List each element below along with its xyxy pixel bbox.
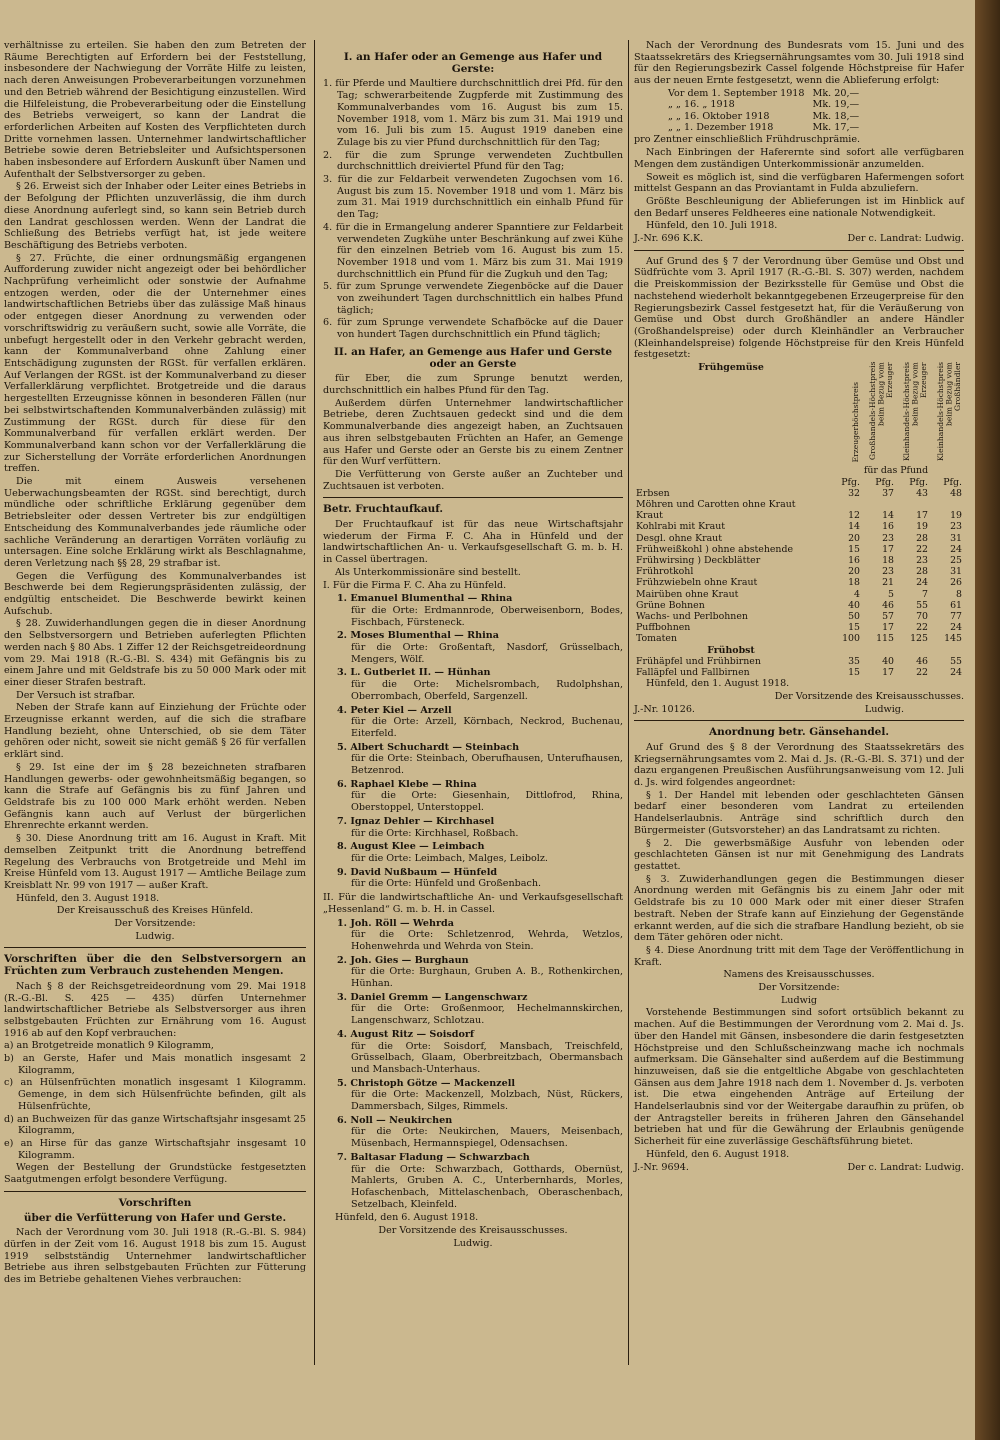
table-row (634, 488, 964, 499)
table-cell: 37 (882, 487, 894, 499)
table-group-label: Frühobst (707, 644, 755, 656)
list-item: c) an Hülsenfrüchten monatlich insgesamt 1 Kilogramm. Gemenge, in dem sich Hülsenfrüchte befinden, gilt als Hülsenfrüchte, (4, 1077, 306, 1112)
list-item (337, 630, 623, 665)
list-item: b) an Gerste, Hafer und Mais monatlich insgesamt 2 Kilogramm, (4, 1053, 306, 1076)
table-row (634, 611, 964, 622)
table-row (634, 667, 964, 678)
table-cell: „ „ 16. „ 1918 (668, 99, 735, 111)
table-cell (862, 499, 896, 510)
table-cell: 55 (950, 655, 962, 667)
firm-places: für die Orte: Leimbach, Malges, Leibolz. (351, 853, 548, 864)
table-cell: 46 (882, 599, 894, 611)
paragraph: Nach § 8 der Reichsgetreideordnung vom 29. Mai 1918 (R.-G.-Bl. S. 425 — 435) dürfen Unternehmer landwirtschaftlicher Betriebe als Selbstversorger aus ihren selbstgebauten Früchten zur Ernährung vom 16. August 1916 ab auf den Kopf verbrauchen: (4, 980, 306, 1039)
table-cell: 43 (916, 487, 928, 499)
table-cell: 17 (882, 666, 894, 678)
table-cell: 24 (950, 543, 962, 555)
list-item (337, 779, 623, 814)
paragraph: § 30. Diese Anordnung tritt am 16. August in Kraft. Mit demselben Zeitpunkt tritt die Anordnung betreffend Regelung des Verbrauchs von Brotgetreide und Mehl im Kreise Hünfeld vom 13. August 1917 — Amtliche Beilage zum Kreisblatt Nr. 99 von 1917 — außer Kraft. (4, 833, 306, 891)
firm-places: für die Orte: Soisdorf, Mansbach, Treischfeld, Grüsselbach, Glaam, Oberbreitzbach, Obermansbach und Mansbach-Unterhaus. (351, 1040, 623, 1075)
signature-name: Der c. Landrat: Ludwig. (847, 233, 964, 245)
row-label: Erbsen (636, 487, 670, 499)
table-row (634, 544, 964, 555)
section-heading: Anordnung betr. Gänsehandel. (708, 726, 890, 739)
table-cell: 20 (848, 566, 860, 578)
table-cell: 48 (950, 487, 962, 499)
row-label: Möhren und Carotten ohne Kraut (636, 498, 796, 510)
firm-places: für die Orte: Kirchhasel, Roßbach. (351, 827, 519, 839)
table-cell: 70 (916, 610, 928, 622)
divider (634, 720, 964, 721)
firm-places: für die Orte: Burghaun, Gruben A. B., Rothenkirchen, Hünhan. (351, 966, 623, 990)
table-cell: 35 (848, 655, 860, 667)
column-header: Kleinhandels-Höchstpreis beim Bezug vom Erzeuger (901, 362, 928, 462)
list-item (337, 667, 623, 702)
row-label: Kraut (636, 510, 663, 522)
list-item: e) an Hirse für das ganze Wirtschaftsjahr insgesamt 10 Kilogramm. (4, 1137, 306, 1161)
firm-name: 4. August Ritz — Soisdorf (337, 1028, 475, 1040)
signature-line: Der Vorsitzende: (758, 982, 840, 994)
list-item: 3. für die zur Feldarbeit verwendeten Zugochsen vom 16. August bis zum 15. November 1918 und vom 1. März bis zum 31. Mai 1919 durchschnittlich ein einhalb Pfund für den Tag; (323, 174, 623, 221)
firm-name: 5. Christoph Götze — Mackenzell (337, 1077, 516, 1089)
table-cell (930, 499, 964, 510)
table-row (634, 555, 964, 566)
divider (4, 1191, 306, 1192)
section-heading: Betr. Fruchtaufkauf. (323, 503, 444, 516)
table-cell: 32 (848, 487, 860, 499)
table-cell: 57 (882, 610, 894, 622)
paragraph: für Eber, die zum Sprunge benutzt werden, durchschnittlich ein halbes Pfund für den Tag. (323, 373, 623, 396)
date-line: Hünfeld, den 1. August 1918. (646, 678, 790, 690)
list-item (337, 705, 623, 740)
section-heading: I. an Hafer oder an Gemenge aus Hafer und Gerste: (343, 51, 603, 75)
table-row (634, 566, 964, 577)
table-cell: Vor dem 1. September 1918 (668, 87, 805, 99)
section-subheading: über die Verfütterung von Hafer und Gerste. (23, 1211, 287, 1224)
firm-list-2 (323, 918, 623, 1211)
table-cell: 14 (848, 521, 860, 533)
list-item: 4. für die in Ermangelung anderer Spanntiere zur Feldarbeit verwendeten Zugkühe unter Beschränkung auf zwei Kühe für den einzelnen Betrieb vom 16. August bis zum 15. November 1918 und vom 1. März bis zum 31. Mai 1919 durchschnittlich ein Pfund für die Zugkuh und den Tag; (323, 221, 623, 280)
list-item (337, 1152, 623, 1211)
table-row (664, 99, 863, 110)
list-item: 1. für Pferde und Maultiere durchschnittlich drei Pfd. für den Tag; schwerarbeitende Zugpferde mit Zustimmung des Kommunalverbandes vom 16. August bis zum 15. November 1918, vom 1. März bis zum 31. Mai 1919 und vom 16. Juli bis zum 15. August 1919 daneben eine Zulage bis zu vier Pfund durchschnittlich für den Tag; (323, 78, 623, 148)
list-item: d) an Buchweizen für das ganze Wirtschaftsjahr insgesamt 25 Kilogramm, (4, 1113, 306, 1137)
table-row (634, 533, 964, 544)
table-row (634, 622, 964, 633)
row-label: Grüne Bohnen (636, 599, 705, 611)
table-cell: 145 (944, 633, 962, 645)
firm-places: für die Orte: Steinbach, Oberufhausen, Unterufhausen, Betzenrod. (351, 753, 623, 777)
table-cell: 24 (916, 577, 928, 589)
journal-number: J.-Nr. 10126. (634, 703, 695, 715)
paragraph: Nach Einbringen der Haferernte sind sofort alle verfügbaren Mengen dem zuständigen Unterkommissionär anzumelden. (634, 147, 964, 170)
column-left (4, 40, 306, 1287)
signature-row (634, 1162, 964, 1174)
row-label: Frührotkohl (636, 566, 694, 578)
firm-name: 1. Joh. Röll — Wehrda (337, 917, 454, 929)
list-item (337, 1078, 623, 1113)
firm-list-1 (323, 593, 623, 890)
feed-list (323, 78, 623, 340)
table-cell: 15 (848, 622, 860, 634)
firm-name: 9. David Nußbaum — Hünfeld (337, 866, 498, 878)
group-heading: I. Für die Firma F. C. Aha zu Hünfeld. (323, 579, 507, 591)
paragraph: § 27. Früchte, die einer ordnungsmäßig ergangenen Aufforderung zuwider nicht angezeigt oder bei behördlicher Nachprüfung verheimlicht oder sonstwie der Aufnahme entzogen werden, oder die der Unternehmer eines landwirtschaftlichen Betriebs über das zulässige Maß hinaus oder entgegen dieser Anordnung zu verwenden oder vorschriftswidrig zu veräußern sucht, sowie alle Vorräte, die unbefugt hergestellt oder in den Verkehr gebracht werden, kann der Kommunalverband ohne Zahlung einer Entschädigung zugunsten der RGSt. für verfallen erklären. Auf Verlangen der RGSt. ist der Kommunalverband zu dieser Verfallerklärung verpflichtet. Brotgetreide und die daraus hergestellten Erzeugnisse können in besonderen Fällen (nur bei selbstwirtschaftenden Kommunalverbänden zulässig) mit Zustimmung der RGSt. durch für diese für den Kommunalverband für verfallen erklärt werden. Der Kommunalverband kann schon vor der Verfallerklärung die zur Sicherstellung der Vorräte erforderlichen Anordnungen treffen. (4, 252, 306, 475)
list-item (337, 816, 623, 839)
table-cell: 14 (882, 510, 894, 522)
unit-label: für das Pfund (863, 465, 929, 477)
table-cell: 15 (848, 666, 860, 678)
divider (323, 497, 623, 498)
signature-line: Der Kreisausschuß des Kreises Hünfeld. (56, 905, 254, 917)
signature-line: Der Vorsitzende des Kreisausschusses. (378, 1225, 568, 1237)
date-line: Hünfeld, den 6. August 1918. (646, 1148, 790, 1160)
table-cell: 21 (882, 577, 894, 589)
paragraph: § 2. Die gewerbsmäßige Ausfuhr von lebenden oder geschlachteten Gänsen ist nur mit Genehmigung des Landrats gestattet. (634, 837, 964, 872)
table-row (634, 656, 964, 667)
table-cell: 15 (848, 543, 860, 555)
column-header: Kleinhandels-Höchstpreis beim Bezug vom Großhändler (935, 362, 962, 462)
signature-row (634, 704, 964, 716)
table-cell: Mk. 17,— (812, 122, 860, 134)
table-header-row (634, 362, 964, 465)
table-cell: 5 (888, 588, 894, 600)
table-cell: 4 (854, 588, 860, 600)
firm-name: 4. Peter Kiel — Arzell (337, 704, 452, 716)
paragraph: Größte Beschleunigung der Ablieferungen ist im Hinblick auf den Bedarf unseres Feldheeres eine nationale Notwendigkeit. (634, 195, 964, 219)
firm-name: 2. Moses Blumenthal — Rhina (337, 630, 499, 642)
table-cell: Mk. 19,— (812, 99, 860, 111)
table-cell: 31 (950, 532, 962, 544)
signature-name: Der c. Landrat: Ludwig. (847, 1161, 964, 1173)
paragraph: Die mit einem Ausweis versehenen Ueberwachungsbeamten der RGSt. sind berechtigt, durch mündliche oder schriftliche Erklärung gegenüber dem Betriebsleiter oder dessen Vertreter bis zur endgültigen Entscheidung des Kommunalverbandes jede räumliche oder sachliche Veränderung an derartigen Vorräten vorläufig zu untersagen. Eine solche Erklärung wirkt als Beschlagnahme, deren Verletzung nach §§ 28, 29 strafbar ist. (4, 476, 306, 569)
table-row (634, 499, 964, 510)
table-row (634, 600, 964, 611)
section-heading: Vorschriften über die den Selbstversorgern an Früchten zum Verbrauch zustehenden Mengen. (4, 953, 306, 978)
row-label: Mairüben ohne Kraut (636, 588, 739, 600)
row-label: Frühäpfel und Frühbirnen (636, 655, 761, 667)
table-cell: 17 (916, 510, 928, 522)
paragraph: Als Unterkommissionäre sind bestellt. (335, 566, 521, 578)
paragraph: Die Verfütterung von Gerste außer an Zuchteber und Zuchtsauen ist verboten. (323, 468, 623, 492)
paragraph: § 1. Der Handel mit lebenden oder geschlachteten Gänsen bedarf einer besonderen vom Landrat zu erteilenden Handelserlaubnis. Anträge sind schriftlich durch den Bürgermeister (Gutsvorsteher) an das Landratsamt zu richten. (634, 789, 964, 836)
date-line: Hünfeld, den 10. Juli 1918. (646, 220, 778, 232)
table-cell: 8 (956, 588, 962, 600)
paragraph: Außerdem dürfen Unternehmer landwirtschaftlicher Betriebe, deren Zuchtsauen gedeckt sind und die dem Kommunalverbande dies angezeigt haben, an Zuchtsauen aus ihren selbstgebauten Früchten an Hafer, an Gemenge aus Hafer und Gerste oder an Gerste bis zu einem Zentner für den Wurf verfüttern. (323, 397, 623, 468)
paragraph: Der Fruchtaufkauf ist für das neue Wirtschaftsjahr wiederum der Firma F. C. Aha in Hünfeld und der landwirtschaftlichen An- u. Verkaufsgesellschaft G. m. b. H. in Cassel übertragen. (323, 519, 623, 566)
journal-number: J.-Nr. 9694. (634, 1161, 689, 1173)
table-cell: 24 (950, 622, 962, 634)
signature-name: Ludwig. (135, 930, 175, 942)
row-label: Frühwirsing ) Deckblätter (636, 554, 761, 566)
table-cell: 77 (950, 610, 962, 622)
list-item: 5. für zum Sprunge verwendete Ziegenböcke auf die Dauer von zweihundert Tagen durchschnittlich ein halbes Pfund täglich; (323, 281, 623, 316)
row-label: Falläpfel und Fallbirnen (636, 666, 750, 678)
list-item: a) an Brotgetreide monatlich 9 Kilogramm, (4, 1040, 214, 1052)
table-cell: 18 (882, 554, 894, 566)
signature-row (634, 233, 964, 245)
table-cell: 55 (916, 599, 928, 611)
row-label: Desgl. ohne Kraut (636, 532, 722, 544)
paragraph: § 4. Diese Anordnung tritt mit dem Tage der Veröffentlichung in Kraft. (634, 944, 964, 968)
list-item (337, 593, 623, 628)
firm-places: für die Orte: Großentaft, Nasdorf, Grüsselbach, Mengers, Wölf. (351, 642, 623, 665)
signature-line: Der Vorsitzende: (114, 918, 196, 930)
unit-label: Pfg. (909, 476, 928, 488)
table-row (664, 88, 863, 99)
table-cell: 22 (916, 622, 928, 634)
signature-name: Ludwig. (864, 703, 904, 715)
table-cell: 12 (848, 510, 860, 522)
table-cell: 17 (882, 622, 894, 634)
table-cell: 23 (950, 521, 962, 533)
column-header: Erzeugerhöchstpreis (850, 381, 860, 463)
journal-number: J.-Nr. 696 K.K. (634, 233, 704, 245)
table-cell: Mk. 20,— (812, 87, 860, 99)
table-cell: 22 (916, 543, 928, 555)
row-label: Wachs- und Perlbohnen (636, 610, 748, 622)
table-unit-row (634, 477, 964, 488)
table-row (634, 510, 964, 521)
table-cell: „ „ 1. Dezember 1918 (668, 122, 774, 134)
table-row (664, 111, 863, 122)
list-item (337, 841, 623, 864)
table-cell: 28 (916, 566, 928, 578)
paragraph: § 29. Ist eine der im § 28 bezeichneten strafbaren Handlungen gewerbs- oder gewohnheitsmäßig begangen, so kann die Strafe auf Gefängnis bis zu fünf Jahren und Geldstrafe bis zu 100 000 Mark erhöht werden. Neben Gefängnis kann auch auf Verlust der bürgerlichen Ehrenrechte erkannt werden. (4, 761, 306, 832)
section-heading: II. an Hafer, an Gemenge aus Hafer und Gerste oder an Gerste (333, 345, 613, 370)
table-cell: 25 (950, 554, 962, 566)
column-middle (323, 40, 623, 1251)
table-row (634, 633, 964, 644)
firm-places: für die Orte: Großenmoor, Hechelmannskirchen, Langenschwarz, Schlotzau. (351, 1003, 623, 1027)
table-cell: 28 (916, 532, 928, 544)
paragraph: § 28. Zuwiderhandlungen gegen die in dieser Anordnung den Selbstversorgern und Betrieben auferlegten Pflichten werden nach § 80 Abs. 1 Ziffer 12 der Reichsgetreideordnung vom 29. Mai 1918 (R.-G.-Bl. S. 434) mit Gefängnis bis zu einem Jahre und mit Geldstrafe bis zu 50 000 Mark oder mit einer dieser Strafen bestraft. (4, 618, 306, 688)
signature-name: Ludwig. (453, 1237, 493, 1249)
price-dates-table (664, 88, 863, 134)
table-cell: 26 (950, 577, 962, 589)
list-item (337, 1029, 623, 1076)
paragraph: verhältnisse zu erteilen. Sie haben den zum Betreten der Räume Berechtigten auf Erfordern bei der Feststellung, insbesondere der Nachwiegung der Vorräte Hilfe zu leisten, nach deren Anweisungen Probeverarbeitungen vorzunehmen und den Betrieb während der Besichtigung einzustellen. Wird die Hilfeleistung, die Probeverarbeitung oder die Einstellung des Betriebs verweigert, so kann der Landrat die erforderlichen Arbeiten auf Kosten des Verpflichteten durch Dritte vornehmen lassen. Unternehmer landwirtschaftlicher Betriebe sowie deren Betriebsleiter und Aufsichtspersonen haben insbesondere auf Erfordern Auskunft über Namen und Aufenthalt der Selbstversorger zu geben. (4, 40, 306, 180)
list-item: 2. für die zum Sprunge verwendeten Zuchtbullen durchschnittlich dreiviertel Pfund für den Tag; (323, 149, 623, 173)
firm-places: für die Orte: Neukirchen, Mauers, Meisenbach, Müsenbach, Hermannspiegel, Odensachsen. (351, 1126, 623, 1150)
list-item (337, 742, 623, 777)
row-label: Frühzwiebeln ohne Kraut (636, 577, 758, 589)
paragraph: Nach der Verordnung vom 30. Juli 1918 (R.-G.-Bl. S. 984) dürfen in der Zeit vom 16. August 1918 bis zum 15. August 1919 selbstständig Unternehmer landwirtschaftlicher Betriebe aus ihren selbstgebauten Früchten zur Fütterung des im Betriebe gehaltenen Viehes verbrauchen: (4, 1227, 306, 1286)
table-cell: 17 (882, 543, 894, 555)
divider (4, 947, 306, 948)
firm-places: für die Orte: Michelsrombach, Rudolphshan, Oberrombach, Oberfeld, Sargenzell. (351, 679, 623, 702)
paragraph: Gegen die Verfügung des Kommunalverbandes ist Beschwerde bei dem Regierungspräsidenten zulässig, der endgültig entscheidet. Die Beschwerde bewirkt keinen Aufschub. (4, 570, 306, 617)
column-header: Großhandels-Höchstpreis beim Bezug vom Erzeuger (867, 362, 894, 461)
column-rule (314, 40, 315, 1365)
table-cell (896, 499, 930, 510)
signature-line: Der Vorsitzende des Kreisausschusses. (774, 690, 964, 702)
firm-name: 3. L. Gutberlet II. — Hünhan (337, 667, 491, 679)
table-cell: 61 (950, 599, 962, 611)
paragraph: § 26. Erweist sich der Inhaber oder Leiter eines Betriebs in der Befolgung der Pflichten unzuverlässig, die ihm durch diese Anordnung auferlegt sind, so kann sein Betrieb durch den Landrat geschlossen werden. Wenn der Landrat die Schließung des Betriebs verfügt hat, ist jede weitere Beschäftigung des Betriebs verboten. (4, 181, 306, 251)
price-table (634, 362, 964, 678)
firm-name: 2. Joh. Gies — Burghaun (337, 954, 469, 966)
ration-list (4, 1040, 306, 1161)
list-item (337, 867, 623, 890)
divider (634, 250, 964, 251)
table-row (634, 589, 964, 600)
table-cell: 7 (922, 588, 928, 600)
table-cell: 31 (950, 566, 962, 578)
list-item (337, 1115, 623, 1150)
firm-name: 5. Albert Schuchardt — Steinbach (337, 741, 520, 753)
paragraph: Auf Grund des § 8 der Verordnung des Staatssekretärs des Kriegsernährungsamtes vom 2. Mai d. Js. (R.-G.-Bl. S. 371) und der dazu ergangenen Preußischen Ausführungsanweisung vom 12. Juli d. Js. wird folgendes angeordnet: (634, 741, 964, 789)
column-rule (628, 40, 629, 1365)
firm-places: für die Orte: Erdmannrode, Oberweisenborn, Bodes, Fischbach, Fürsteneck. (351, 604, 623, 628)
row-label: Kohlrabi mit Kraut (636, 521, 725, 533)
firm-name: 1. Emanuel Blumenthal — Rhina (337, 593, 513, 605)
table-cell: 16 (882, 521, 894, 533)
paragraph: Auf Grund des § 7 der Verordnung über Gemüse und Obst und Südfrüchte vom 3. April 1917 (R.-G.-Bl. S. 307) werden, nachdem die Preiskommission der Bezirksstelle für Gemüse und Obst die nachstehend wiederholt bekanntgegebenen Erzeugerpreise für den Regierungsbezirk Cassel festgesetzt hat, für die Veräußerung von Gemüse und Obst durch Großhändler an andere Händler (Großhandelspreise) oder durch Kleinhändler an Verbraucher (Kleinhandelspreise) folgende Höchstpreise für den Kreis Hünfeld festgesetzt: (634, 255, 964, 361)
firm-places: für die Orte: Mackenzell, Molzbach, Nüst, Rückers, Dammersbach, Silges, Rimmels. (351, 1089, 623, 1113)
table-cell: 20 (848, 532, 860, 544)
list-item (337, 992, 623, 1027)
table-cell: 115 (876, 633, 894, 645)
firm-places: für die Orte: Hünfeld und Großenbach. (351, 878, 542, 890)
table-group-row (634, 645, 964, 656)
table-cell: 40 (848, 599, 860, 611)
firm-name: 6. Raphael Klebe — Rhina (337, 778, 477, 790)
row-label: Tomaten (636, 633, 678, 645)
firm-name: 6. Noll — Neukirchen (337, 1114, 453, 1126)
firm-places: für die Orte: Giesenhain, Dittlofrod, Rhina, Oberstoppel, Unterstoppel. (351, 790, 623, 814)
list-item (337, 955, 623, 990)
table-cell: 16 (848, 554, 860, 566)
section-heading: Vorschriften (118, 1196, 192, 1209)
paragraph: Neben der Strafe kann auf Einziehung der Früchte oder Erzeugnisse erkannt werden, auf die sich die strafbare Handlung bezieht, ohne Unterschied, ob sie dem Täter gehören oder nicht, soweit sie nicht gemäß § 26 für verfallen erklärt sind. (4, 702, 306, 761)
table-cell: 23 (882, 566, 894, 578)
table-cell: 23 (882, 532, 894, 544)
firm-name: 7. Baltasar Fladung — Schwarzbach (337, 1151, 530, 1163)
list-item (337, 918, 623, 953)
column-right (634, 40, 964, 1173)
table-cell: 125 (910, 633, 928, 645)
table-cell: 100 (842, 633, 860, 645)
firm-name: 3. Daniel Gremm — Langenschwarz (337, 991, 528, 1003)
paragraph: Soweit es möglich ist, sind die verfügbaren Hafermengen sofort mittelst Gespann an das Proviantamt in Fulda abzuliefern. (634, 171, 964, 195)
table-cell: 19 (916, 521, 928, 533)
paragraph: § 3. Zuwiderhandlungen gegen die Bestimmungen dieser Anordnung werden mit Gefängnis bis zu einem Jahr oder mit Geldstrafe bis zu 10 000 Mark oder mit einer dieser Strafen bestraft. Neben der Strafe kann auf Einziehung der Gegenstände erkannt werden, auf die sich die strafbare Handlung bezieht, ob sie dem Täter gehören oder nicht. (634, 873, 964, 944)
signature-name: Ludwig (780, 994, 818, 1006)
unit-label: Pfg. (943, 476, 962, 488)
table-row (664, 122, 863, 133)
binding-edge (975, 0, 1000, 1440)
unit-label: Pfg. (841, 476, 860, 488)
table-cell: 23 (916, 554, 928, 566)
firm-places: für die Orte: Arzell, Körnbach, Neckrod, Buchenau, Eiterfeld. (351, 716, 623, 739)
firm-places: für die Orte: Schwarzbach, Gotthards, Obernüst, Mahlerts, Gruben A. C., Unterbernhards, Morles, Hofaschenbach, Mittelaschenbach, Oberaschenbach, Setzelbach, Kleinfeld. (351, 1163, 623, 1210)
table-cell: 18 (848, 577, 860, 589)
group-heading: II. Für die landwirtschaftliche An- und Verkaufsgesellschaft „Hessenland“ G. m. b. H. in Cassel. (323, 892, 623, 915)
date-line: Hünfeld, den 6. August 1918. (335, 1212, 479, 1224)
table-cell: 50 (848, 610, 860, 622)
list-item: 6. für zum Sprunge verwendete Schafböcke auf die Dauer von hundert Tagen durchschnittlich ein Pfund täglich; (323, 317, 623, 341)
row-label: Puffbohnen (636, 622, 691, 634)
paragraph: Der Versuch ist strafbar. (16, 689, 135, 701)
table-row (634, 521, 964, 532)
paragraph: Nach der Verordnung des Bundesrats vom 15. Juni und des Staatssekretärs des Kriegsernährungsamtes vom 30. Juli 1918 sind für den Regierungsbezirk Cassel folgende Höchstpreise für Hafer aus der neuen Ernte festgesetzt, wenn die Ablieferung erfolgt: (634, 40, 964, 87)
table-cell: 19 (950, 510, 962, 522)
row-label: Frühweißkohl ) ohne abstehende (636, 543, 794, 555)
table-unit-row (634, 465, 964, 476)
paragraph: Vorstehende Bestimmungen sind sofort ortsüblich bekannt zu machen. Auf die Bestimmungen der Verordnung vom 2. Mai d. Js. über den Handel mit Gänsen, insbesondere die darin festgesetzten Höchstpreise und den Schlußscheinzwang mache ich nochmals aufmerksam. Die Gänsehalter sind außerdem auf die Bestimmung hinzuweisen, daß sie die entgeltliche Abgabe von geschlachteten Gänsen aus dem Jahre 1918 nach dem 1. November d. Js. verboten ist. Die etwa eingehenden Anträge auf Erteilung der Handelserlaubnis sind vor der Weitergabe daraufhin zu prüfen, ob der Antragsteller bereits in früheren Jahren den Gänsehandel betrieben hat und für die Gewährung der Erlaubnis genügende Sicherheit für eine zuverlässige Geschäftsführung bietet. (634, 1007, 964, 1148)
table-row (634, 577, 964, 588)
table-cell: Mk. 18,— (812, 110, 860, 122)
table-group-label: Frühgemüse (698, 362, 764, 374)
firm-name: 7. Ignaz Dehler — Kirchhasel (337, 815, 495, 827)
table-cell (828, 499, 862, 510)
signature-line: Namens des Kreisausschusses. (723, 969, 875, 981)
date-line: Hünfeld, den 3. August 1918. (16, 892, 160, 904)
table-cell: 40 (882, 655, 894, 667)
firm-name: 8. August Klee — Leimbach (337, 841, 485, 853)
table-cell: 22 (916, 666, 928, 678)
paragraph: pro Zentner einschließlich Frühdruschprämie. (634, 134, 861, 146)
firm-places: für die Orte: Schletzenrod, Wehrda, Wetzlos, Hohenwehrda und Wehrda von Stein. (351, 929, 623, 952)
paragraph: Wegen der Bestellung der Grundstücke festgesetzten Saatgutmengen erfolgt besondere Verfügung. (4, 1162, 306, 1186)
table-cell: 24 (950, 666, 962, 678)
table-cell: 46 (916, 655, 928, 667)
unit-label: Pfg. (875, 476, 894, 488)
table-cell: „ „ 16. Oktober 1918 (668, 110, 770, 122)
